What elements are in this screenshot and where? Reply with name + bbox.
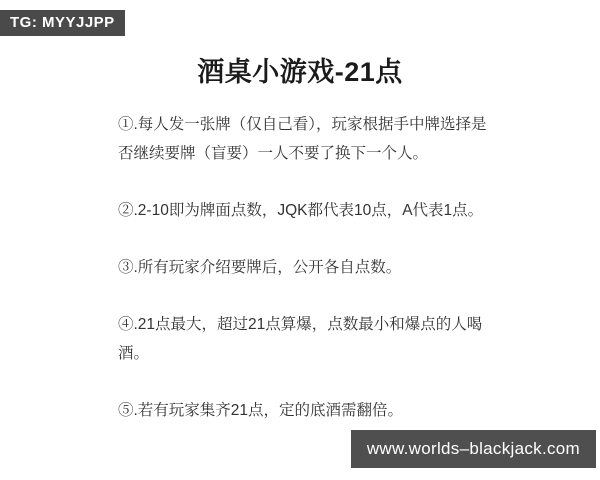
rules-list xyxy=(118,110,490,425)
website-url-label: www.worlds–blackjack.com xyxy=(351,430,596,468)
rule-item: ①.每人发一张牌（仅自己看），玩家根据手中牌选择是否继续要牌（盲要）一人不要了换下一个人。 xyxy=(118,116,487,162)
page-title: 酒桌小游戏-21点 xyxy=(197,57,403,87)
rule-item: ⑤.若有玩家集齐21点，定的底酒需翻倍。 xyxy=(118,402,404,419)
rule-item: ②.2-10即为牌面点数，JQK都代表10点，A代表1点。 xyxy=(118,202,484,219)
rule-item: ④.21点最大，超过21点算爆，点数最小和爆点的人喝酒。 xyxy=(118,316,483,362)
rule-item: ③.所有玩家介绍要牌后，公开各自点数。 xyxy=(118,259,402,276)
telegram-handle-badge: TG: MYYJJPP xyxy=(0,10,125,36)
